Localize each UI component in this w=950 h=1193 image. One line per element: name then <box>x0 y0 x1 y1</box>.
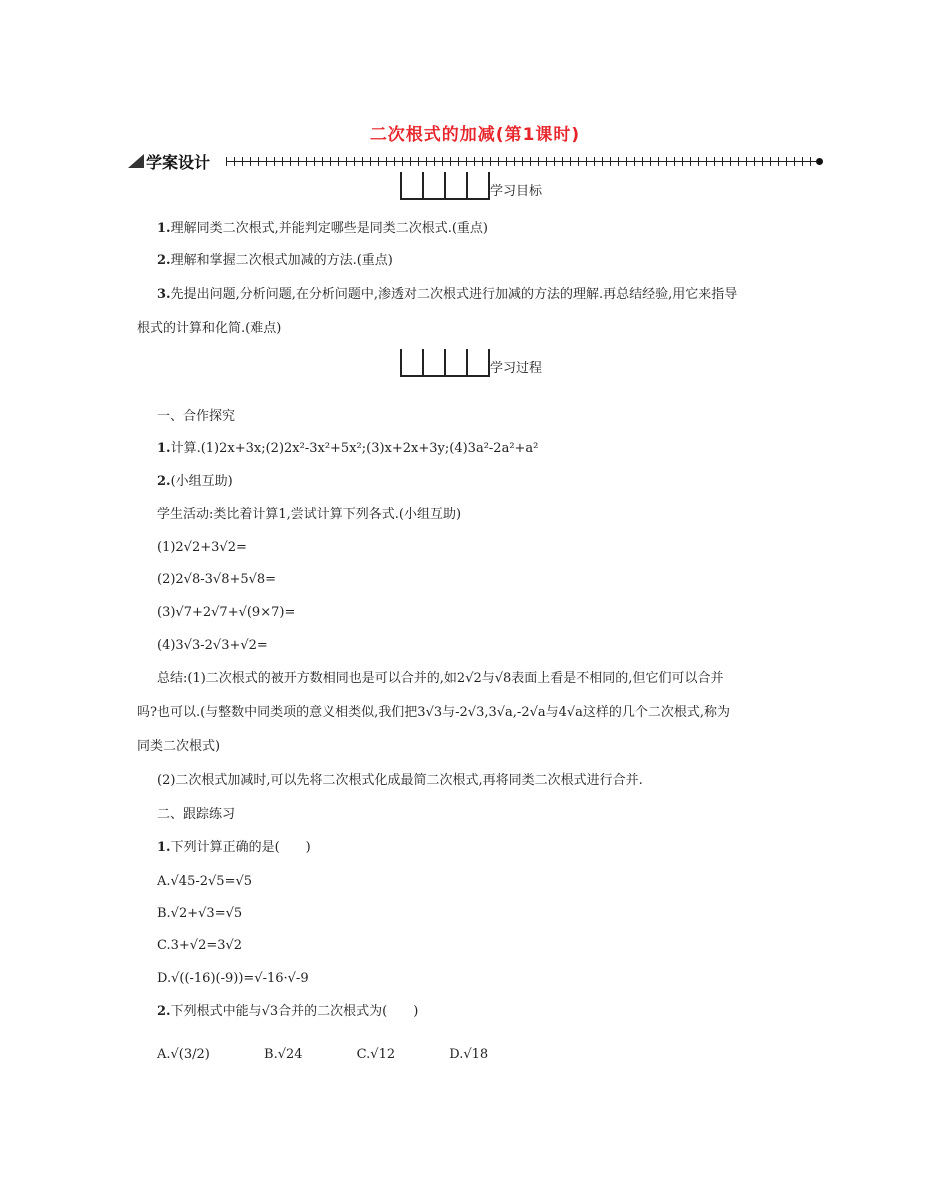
page-title: 二次根式的加减(第1课时) <box>369 125 581 145</box>
heading-boxes-icon <box>400 349 490 377</box>
choice-option: A.√(3/2) <box>157 1047 210 1062</box>
choice-option: C.√12 <box>356 1047 396 1062</box>
part1-question-2: 2.(小组互助) <box>157 474 233 489</box>
part2-question-2: 2.下列根式中能与√3合并的二次根式为( ) <box>157 1004 419 1019</box>
exercise-item: (1)2√2+3√2= <box>157 540 247 555</box>
section-divider-ticks <box>226 157 816 166</box>
objective-3: 3.先提出问题,分析问题,在分析问题中,渗透对二次根式进行加减的方法的理解.再总结经验,用它来指导 <box>157 287 738 302</box>
objective-2: 2.理解和掌握二次根式加减的方法.(重点) <box>157 253 393 268</box>
choice-option: B.√2+√3=√5 <box>157 906 243 921</box>
choice-option: D.√18 <box>449 1047 489 1062</box>
exercise-item: (2)2√8-3√8+5√8= <box>157 572 277 587</box>
choice-options-row <box>157 1045 538 1065</box>
part1-heading: 一、合作探究 <box>157 409 236 424</box>
part2-heading: 二、跟踪练习 <box>157 807 236 822</box>
summary-1-continuation: 吗?也可以.(与整数中同类项的意义相类似,我们把3√3与-2√3,3√a,-2√a与4√a这样的几个二次根式,称为 <box>137 705 731 720</box>
choice-option: A.√45-2√5=√5 <box>157 874 253 889</box>
section-divider-dot-icon <box>816 158 823 165</box>
part2-question-1: 1.下列计算正确的是( ) <box>157 840 311 855</box>
process-heading-text: 学习过程 <box>490 361 543 376</box>
choice-option: D.√((-16)(-9))=√-16·√-9 <box>157 971 309 986</box>
choice-option: C.3+√2=3√2 <box>157 938 243 953</box>
summary-2: (2)二次根式加减时,可以先将二次根式化成最简二次根式,再将同类二次根式进行合并. <box>157 773 643 788</box>
student-activity: 学生活动:类比着计算1,尝试计算下列各式.(小组互助) <box>157 507 462 522</box>
heading-boxes-icon <box>400 172 490 200</box>
objective-1: 1.理解同类二次根式,并能判定哪些是同类二次根式.(重点) <box>157 221 488 236</box>
section-triangle-icon <box>128 154 144 168</box>
exercise-item: (4)3√3-2√3+√2= <box>157 638 268 653</box>
section-header <box>128 150 828 174</box>
part1-question-1: 1.计算.(1)2x+3x;(2)2x²-3x²+5x²;(3)x+2x+3y;(4)3a²-2a²+a² <box>157 441 539 456</box>
summary-1: 总结:(1)二次根式的被开方数相同也是可以合并的,如2√2与√8表面上看是不相同的,但它们可以合并 <box>157 671 724 686</box>
summary-1-continuation-2: 同类二次根式) <box>137 739 221 754</box>
section-label: 学案设计 <box>146 153 211 172</box>
objectives-heading-text: 学习目标 <box>490 184 543 199</box>
choice-option: B.√24 <box>264 1047 303 1062</box>
objective-3-continuation: 根式的计算和化简.(难点) <box>137 321 282 336</box>
exercise-item: (3)√7+2√7+√(9×7)= <box>157 605 296 620</box>
